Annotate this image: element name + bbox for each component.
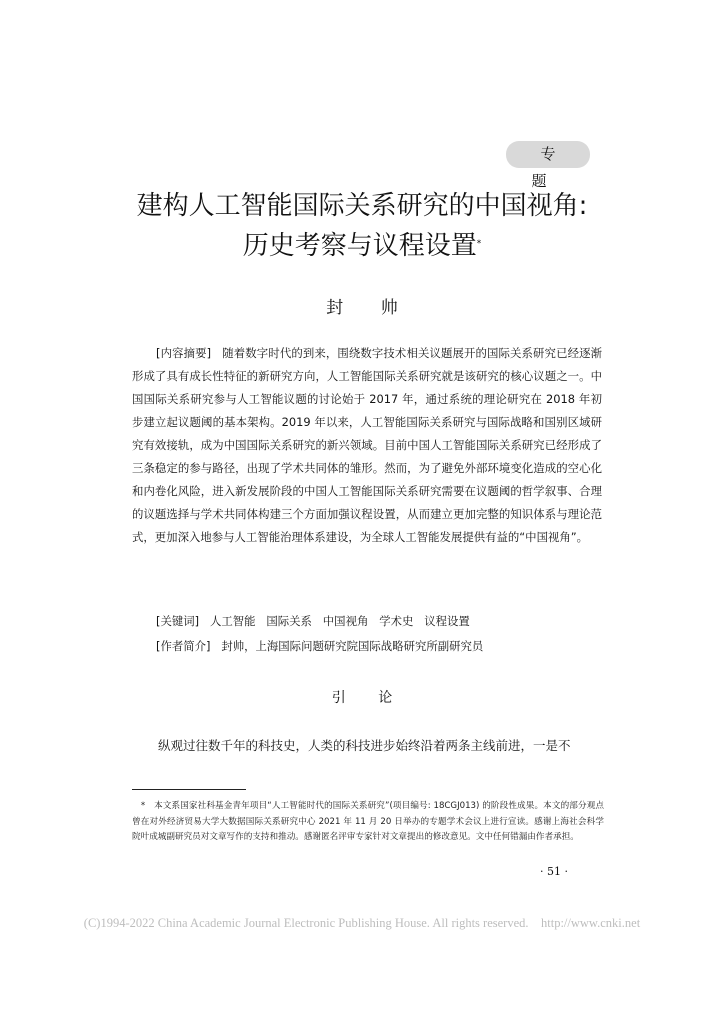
author-name: 封 帅 <box>326 298 414 318</box>
keywords-label: [关键词] <box>156 614 200 628</box>
abstract <box>132 342 602 549</box>
article-title-line-1: 建构人工智能国际关系研究的中国视角: <box>136 191 588 221</box>
footnote-text: 本文系国家社科基金青年项目“人工智能时代的国际关系研究”(项目编号: 18CGJ013) 的阶段性成果。本文的部分观点曾在对外经济贸易大学大数据国际关系研究中心 2021 年 11 月 20 日举办的专题学术会议上进行宣读。感谢上海社会科学院叶成城副研究员对文章写作的支持和推动。感谢匿名评审专家针对文章提出的修改意见。文中任何错漏由作者承担。 <box>132 801 604 842</box>
body-paragraph: 纵观过往数千年的科技史，人类的科技进步始终沿着两条主线前进，一是不 <box>158 738 571 753</box>
footnote-divider <box>132 789 246 790</box>
author-intro <box>156 636 483 656</box>
section-heading: 引 论 <box>331 690 407 706</box>
title-footnote-mark: * <box>476 239 482 249</box>
footnote <box>132 799 604 846</box>
abstract-label: [内容摘要] <box>156 346 212 360</box>
author-intro-text: 封帅，上海国际问题研究院国际战略研究所副研究员 <box>221 639 484 653</box>
keywords-text: 人工智能 国际关系 中国视角 学术史 议程设置 <box>209 614 470 628</box>
keywords <box>156 611 470 631</box>
copyright-watermark: (C)1994-2022 China Academic Journal Electronic Publishing House. All rights reserved. http://www.cnki.net <box>83 916 641 930</box>
abstract-text: 随着数字时代的到来，围绕数字技术相关议题展开的国际关系研究已经逐渐形成了具有成长性特征的新研究方向，人工智能国际关系研究就是该研究的核心议题之一。中国国际关系研究参与人工智能议题的讨论始于 2017 年，通过系统的理论研究在 2018 年初步建立起议题阈的基本架构。2019 年以来，人工智能国际关系研究与国际战略和国别区域研究有效接轨，成为中国国际关系研究的新兴领域。目前中国人工智能国际关系研究已经形成了三条稳定的参与路径，出现了学术共同体的雏形。然而，为了避免外部环境变化造成的空心化和内卷化风险，进入新发展阶段的中国人工智能国际关系研究需要在议题阈的哲学叙事、合理的议题选择与学术共同体构建三个方面加强议程设置，从而建立更加完整的知识体系与理论范式，更加深入地参与人工智能治理体系建设，为全球人工智能发展提供有益的“中国视角”。 <box>132 346 602 544</box>
article-title-line-2 <box>0 226 724 266</box>
author-intro-label: [作者简介] <box>156 639 211 653</box>
article-title-line-2-text: 历史考察与议程设置 <box>242 231 477 261</box>
page-number: · 51 · <box>540 865 568 878</box>
section-tag: 专 题 <box>506 141 590 168</box>
footnote-mark: * <box>140 801 146 811</box>
